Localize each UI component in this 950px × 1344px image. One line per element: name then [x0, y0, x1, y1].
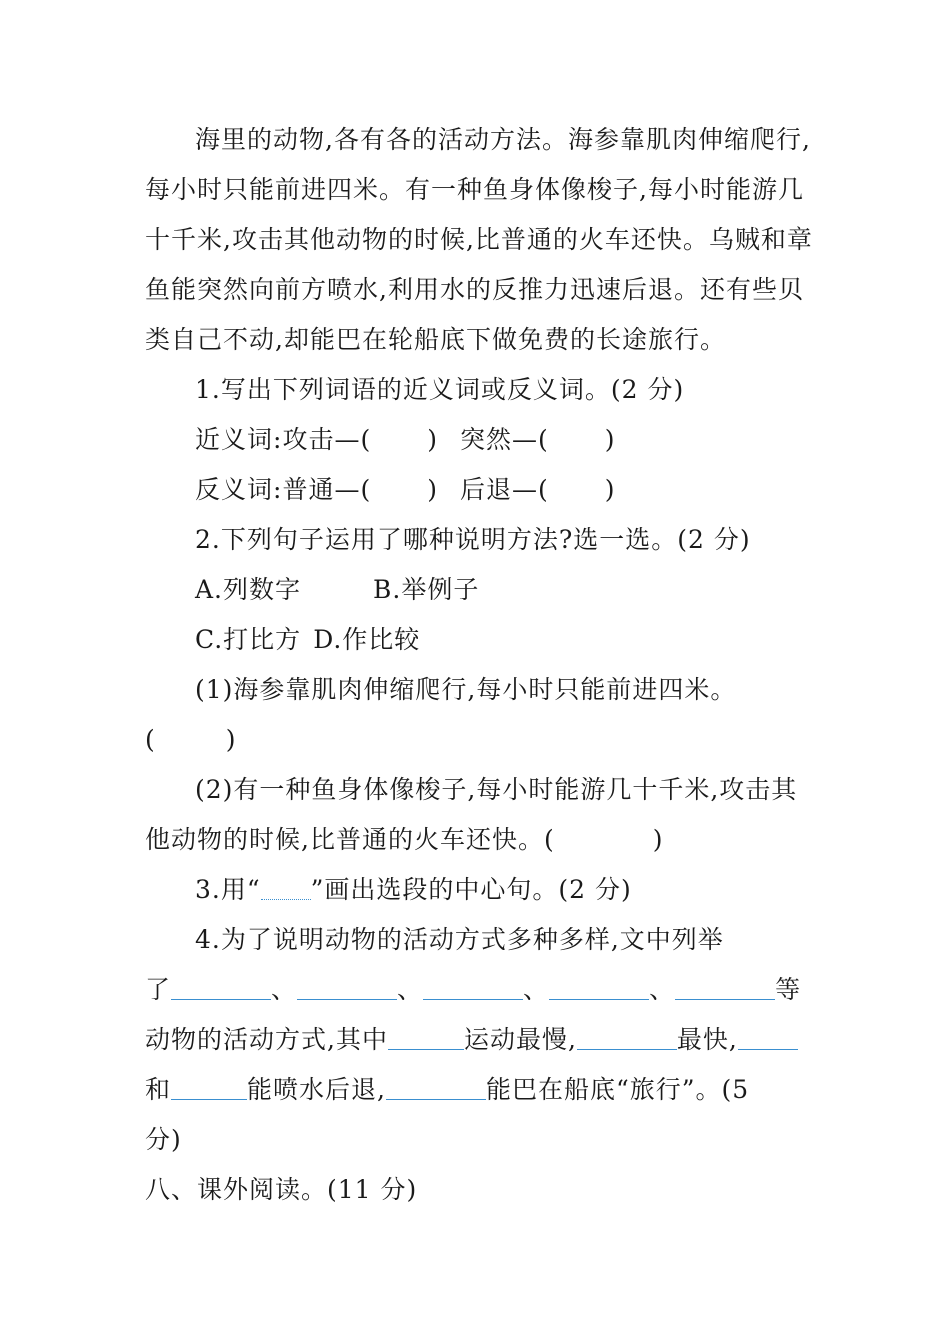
synonym-item-a: 攻击—(: [282, 425, 372, 454]
wavy-line-sample: [261, 877, 311, 900]
antonym-item-a: 普通—(: [282, 475, 372, 504]
paren-close: ): [427, 425, 438, 454]
question-3: 3.用“ ”画出选段的中心句。(2 分): [195, 875, 632, 904]
question-2-sentence-1: (1)海参靠肌肉伸缩爬行,每小时只能前进四米。: [195, 675, 737, 704]
question-1-antonyms: [195, 475, 616, 505]
passage-line-5: 类自己不动,却能巴在轮船底下做免费的长途旅行。: [145, 325, 726, 354]
antonym-label: 反义词:: [195, 475, 283, 504]
question-2-options-row-2: [195, 625, 420, 655]
passage-line-1: 海里的动物,各有各的活动方法。海参靠肌肉伸缩爬行,: [195, 125, 811, 154]
fill-blank-fastest[interactable]: [577, 1027, 677, 1050]
antonym-item-b: 后退—(: [459, 475, 549, 504]
question-4-line-2: 了 、 、 、 、 等: [145, 975, 802, 1004]
synonym-item-b: 突然—(: [459, 425, 549, 454]
question-2-sentence-2-line-2: 他动物的时候,比普通的火车还快。( ): [145, 825, 664, 854]
fill-blank-spray-1[interactable]: [738, 1027, 798, 1050]
fill-blank-1[interactable]: [171, 977, 271, 1000]
option-d: D.作比较: [313, 625, 421, 654]
paren-close: ): [604, 475, 616, 504]
option-c: C.打比方: [195, 625, 302, 654]
question-2-options-row-1: [195, 575, 479, 605]
fill-blank-2[interactable]: [297, 977, 397, 1000]
question-2-sentence-1-answer: ( ): [145, 725, 237, 754]
synonym-label: 近义词:: [195, 425, 283, 454]
question-2-title: 2.下列句子运用了哪种说明方法?选一选。(2 分): [195, 525, 751, 554]
passage-line-4: 鱼能突然向前方喷水,利用水的反推力迅速后退。还有些贝: [145, 275, 804, 304]
question-4-line-3: 动物的活动方式,其中 运动最慢, 最快,: [145, 1025, 798, 1055]
fill-blank-slowest[interactable]: [388, 1027, 464, 1050]
question-1-title: 1.写出下列词语的近义词或反义词。(2 分): [195, 375, 685, 404]
paren-close: ): [427, 475, 438, 504]
passage-line-2: 每小时只能前进四米。有一种鱼身体像梭子,每小时能游几: [145, 175, 804, 204]
fill-blank-spray-2[interactable]: [171, 1077, 247, 1100]
fill-blank-travel[interactable]: [386, 1077, 486, 1100]
passage-line-3: 十千米,攻击其他动物的时候,比普通的火车还快。乌贼和章: [145, 225, 813, 254]
option-b: B.举例子: [373, 575, 480, 604]
question-1-synonyms: [195, 425, 616, 455]
question-2-sentence-2-line-1: (2)有一种鱼身体像梭子,每小时能游几十千米,攻击其: [195, 775, 798, 804]
paren-close: ): [604, 425, 616, 454]
question-4-line-1: 4.为了说明动物的活动方式多种多样,文中列举: [195, 925, 724, 954]
section-8-heading: 八、课外阅读。(11 分): [145, 1175, 418, 1204]
question-4-line-4: 和 能喷水后退, 能巴在船底“旅行”。(5: [145, 1075, 750, 1104]
question-4-line-5: 分): [145, 1125, 182, 1154]
option-a: A.列数字: [195, 575, 302, 604]
fill-blank-4[interactable]: [549, 977, 649, 1000]
fill-blank-5[interactable]: [675, 977, 775, 1000]
fill-blank-3[interactable]: [423, 977, 523, 1000]
